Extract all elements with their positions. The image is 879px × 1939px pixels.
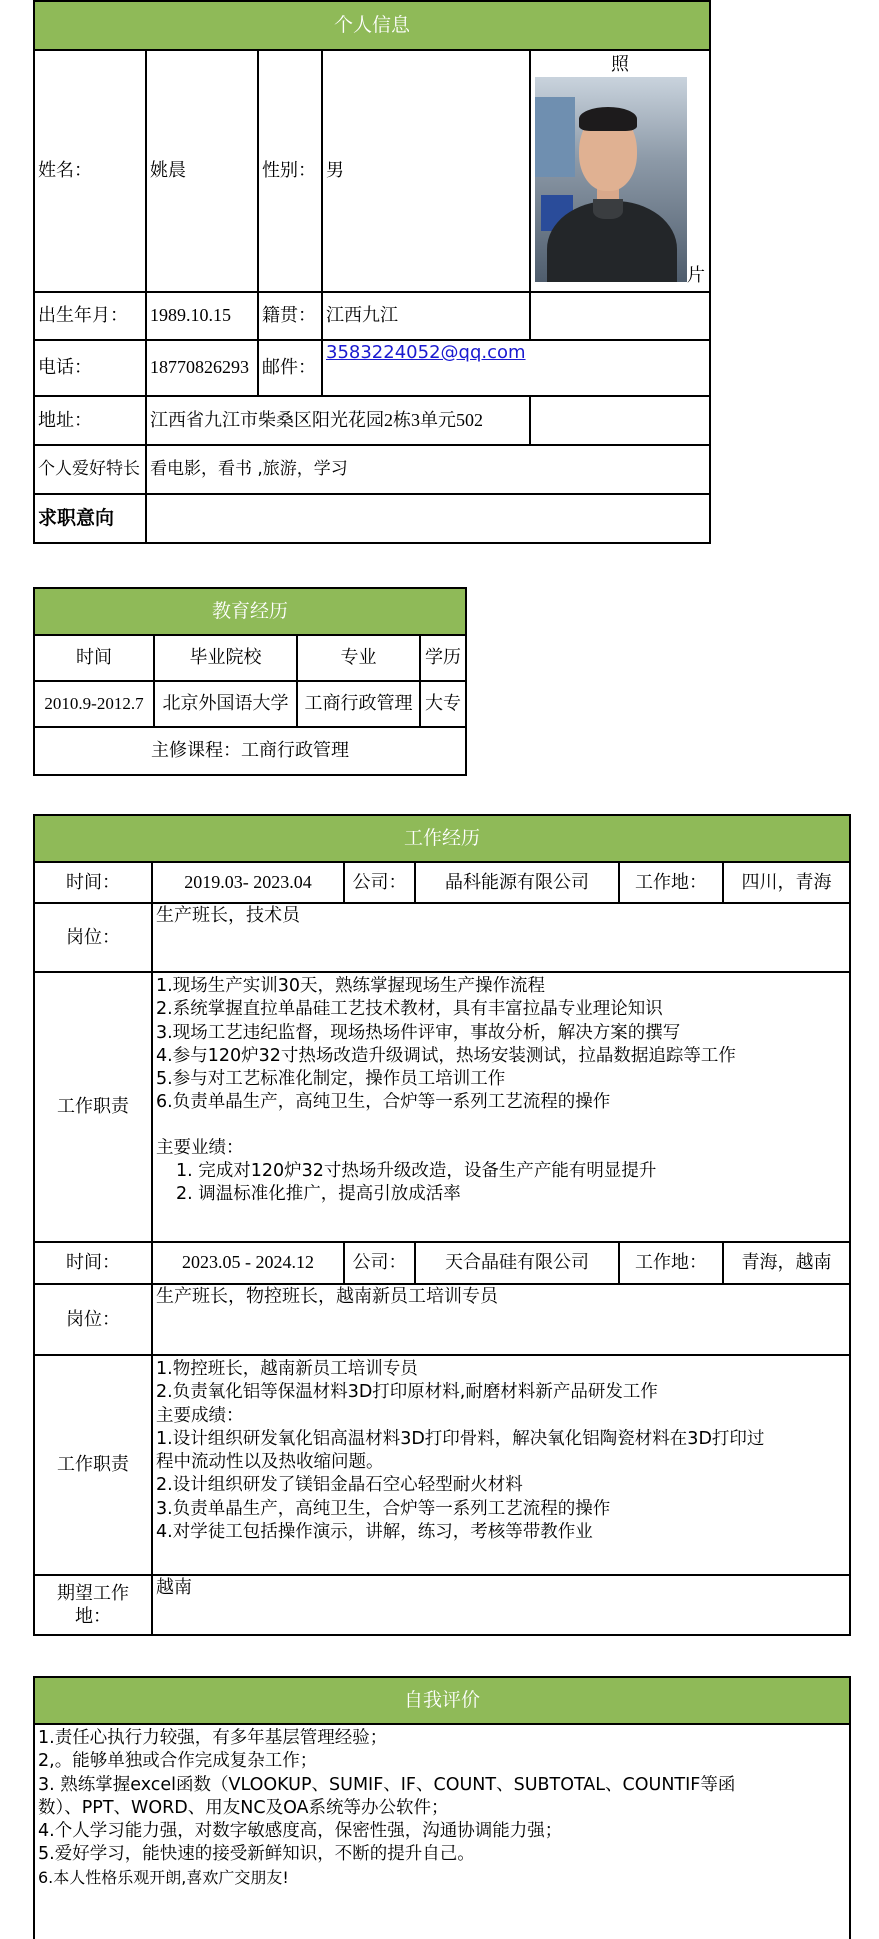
address-label: 地址：	[34, 396, 146, 445]
edu-school: 北京外国语大学	[154, 681, 297, 727]
birth-label: 出生年月：	[34, 292, 146, 340]
edu-time: 2010.9-2012.7	[34, 681, 154, 727]
job2-company-label: 公司：	[344, 1242, 415, 1284]
job1-achievements-title: 主要业绩：	[156, 1137, 244, 1158]
job1-achievements: 1. 完成对120炉32寸热场升级改造，设备生产产能有明显提升 2. 调温标准化推广，提高引放成活率	[176, 1160, 657, 1205]
job2-location-label: 工作地：	[619, 1242, 723, 1284]
education-header: 教育经历	[34, 588, 466, 635]
edu-col-major: 专业	[297, 635, 420, 681]
self-eval-line: 3. 熟练掌握excel函数（VLOOKUP、SUMIF、IF、COUNT、SUBTOTAL、COUNTIF等函	[38, 1774, 736, 1795]
personal-info-header: 个人信息	[34, 1, 710, 50]
job2-location: 青海，越南	[723, 1242, 850, 1284]
native-value: 江西九江	[322, 292, 530, 340]
email-link[interactable]: 3583224052@qq.com	[326, 342, 526, 363]
edu-col-school: 毕业院校	[154, 635, 297, 681]
self-eval-line: 2,。能够单独或合作完成复杂工作；	[38, 1751, 318, 1772]
name-value: 姚晨	[146, 50, 258, 292]
work-experience-table	[33, 814, 851, 1636]
edu-col-time: 时间	[34, 635, 154, 681]
job-intent-label: 求职意向	[34, 494, 146, 543]
job1-position-label: 岗位：	[34, 903, 152, 972]
gender-value: 男	[322, 50, 530, 292]
self-eval-line: 6.本人性格乐观开朗,喜欢广交朋友!	[38, 1867, 289, 1887]
job1-duties-cell	[152, 972, 850, 1242]
job1-location-label: 工作地：	[619, 862, 723, 903]
birth-value: 1989.10.15	[146, 292, 258, 340]
job1-position: 生产班长，技术员	[152, 903, 850, 972]
edu-courses: 主修课程：工商行政管理	[34, 727, 466, 775]
empty-cell	[530, 292, 710, 340]
job2-duties: 1.物控班长，越南新员工培训专员 2.负责氧化铝等保温材料3D打印原材料,耐磨材料新产品研发工作 主要成绩： 1.设计组织研发氧化铝高温材料3D打印骨料，解决氧化铝陶瓷材料在3D打印过 程中流动性以及热收缩问题。 2.设计组织研发了镁铝金晶石空心轻型耐火材料 3.负责单晶生产，高纯卫生，合炉等一系列工艺流程的操作 4.对学徒工包括操作演示，讲解，练习，考核等带教作业	[156, 1359, 765, 1542]
address-value: 江西省九江市柴桑区阳光花园2栋3单元502	[146, 396, 530, 445]
self-eval-header: 自我评价	[34, 1677, 850, 1724]
native-label: 籍贯：	[258, 292, 322, 340]
profile-photo	[535, 77, 687, 282]
self-eval-line: 5.爱好学习，能快速的接受新鲜知识，不断的提升自己。	[38, 1844, 475, 1865]
job2-company: 天合晶硅有限公司	[415, 1242, 619, 1284]
job1-company: 晶科能源有限公司	[415, 862, 619, 903]
hobby-value: 看电影，看书 ,旅游，学习	[146, 445, 710, 494]
name-label: 姓名：	[34, 50, 146, 292]
self-eval-body	[34, 1724, 850, 1939]
self-eval-line: 4.个人学习能力强，对数字敏感度高，保密性强，沟通协调能力强；	[38, 1821, 563, 1842]
job2-duty-label: 工作职责	[34, 1355, 152, 1575]
gender-label: 性别：	[258, 50, 322, 292]
job2-position-label: 岗位：	[34, 1284, 152, 1355]
work-header: 工作经历	[34, 815, 850, 862]
job2-duties-cell	[152, 1355, 850, 1575]
job2-time-label: 时间：	[34, 1242, 152, 1284]
edu-major: 工商行政管理	[297, 681, 420, 727]
empty-cell	[530, 396, 710, 445]
expected-location-label: 期望工作 地：	[34, 1575, 152, 1635]
photo-cell	[530, 50, 710, 292]
hobby-label: 个人爱好特长	[34, 445, 146, 494]
job1-time: 2019.03- 2023.04	[152, 862, 344, 903]
self-evaluation-table	[33, 1676, 851, 1939]
self-eval-line: 数）、PPT、WORD、用友NC及OA系统等办公软件；	[38, 1797, 449, 1818]
job1-duty-label: 工作职责	[34, 972, 152, 1242]
job2-time: 2023.05 - 2024.12	[152, 1242, 344, 1284]
job-intent-value	[146, 494, 710, 543]
job1-time-label: 时间：	[34, 862, 152, 903]
job1-location: 四川，青海	[723, 862, 850, 903]
self-eval-line: 1.责任心执行力较强，有多年基层管理经验；	[38, 1728, 388, 1748]
edu-degree: 大专	[420, 681, 466, 727]
job1-company-label: 公司：	[344, 862, 415, 903]
phone-label: 电话：	[34, 340, 146, 396]
job2-position: 生产班长，物控班长，越南新员工培训专员	[152, 1284, 850, 1355]
expected-location-value: 越南	[152, 1575, 850, 1635]
email-label: 邮件：	[258, 340, 322, 396]
personal-info-table	[33, 0, 711, 544]
photo-label-top: 照	[611, 54, 630, 75]
education-table	[33, 587, 467, 776]
job1-duties: 1.现场生产实训30天，熟练掌握现场生产操作流程 2.系统掌握直拉单晶硅工艺技术教材，具有丰富拉晶专业理论知识 3.现场工艺违纪监督，现场热场件评审，事故分析，解决方案的撰写 4.参与120炉32寸热场改造升级调试，热场安装测试，拉晶数据追踪等工作 5.参与对工艺标准化制定，操作员工培训工作 6.负责单晶生产，高纯卫生，合炉等一系列工艺流程的操作	[156, 976, 736, 1113]
phone-value: 18770826293	[146, 340, 258, 396]
edu-col-degree: 学历	[420, 635, 466, 681]
photo-label-bottom: 片	[687, 264, 706, 286]
